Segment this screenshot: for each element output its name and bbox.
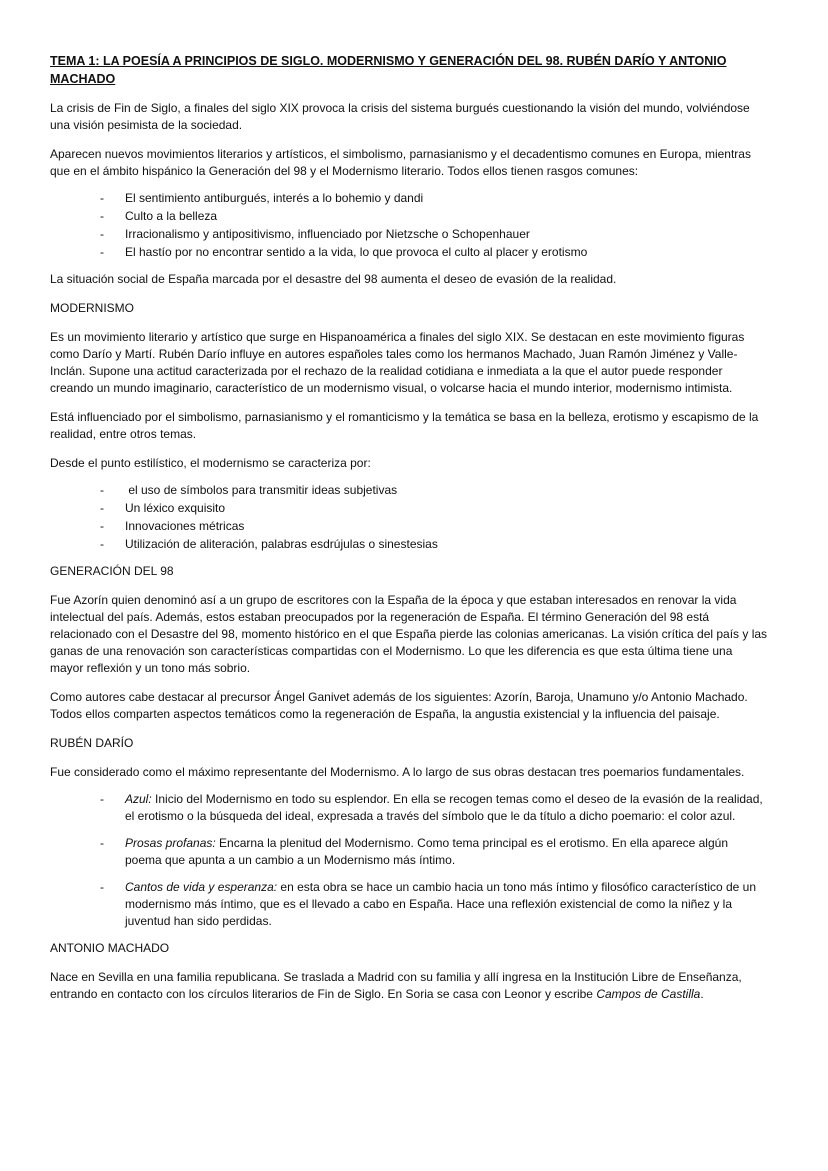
poemarios-list	[50, 791, 768, 930]
work-description: Encarna la plenitud del Modernismo. Como tema principal es el erotismo. En ella aparece algún poema que apunta a un cambio a un Modernismo más íntimo.	[125, 836, 728, 867]
list-item: - El sentimiento antiburgués, interés a lo bohemio y dandi	[100, 191, 424, 205]
list-item: - el uso de símbolos para transmitir ideas subjetivas	[100, 483, 398, 497]
work-title: Campos de Castilla	[596, 987, 701, 1001]
dash-bullet: -	[100, 483, 104, 497]
document-page	[50, 52, 768, 1015]
section-heading-generacion-98: GENERACIÓN DEL 98	[50, 564, 174, 578]
generacion98-paragraph-2: Como autores cabe destacar al precursor Ángel Ganivet además de los siguientes: Azorín, Baroja, Unamuno y/o Antonio Machado. Todos ellos comparten aspectos temáticos como la regeneración de España, la angustia existencial y la influencia del paisaje.	[50, 690, 748, 721]
intro-paragraph-3: La situación social de España marcada por el desastre del 98 aumenta el deseo de evasión de la realidad.	[50, 272, 617, 286]
intro-paragraph-2: Aparecen nuevos movimientos literarios y artísticos, el simbolismo, parnasianismo y el decadentismo comunes en Europa, mientras que en el ámbito hispánico la Generación del 98 y el Modernismo literario. Todos ellos tienen rasgos comunes:	[50, 147, 751, 178]
section-heading-ruben-dario: RUBÉN DARÍO	[50, 736, 134, 750]
work-title: Cantos de vida y esperanza:	[125, 880, 278, 894]
dash-bullet: -	[100, 792, 104, 806]
dash-bullet: -	[100, 227, 104, 241]
antonio-machado-paragraph-1: Nace en Sevilla en una familia republicana. Se traslada a Madrid con su familia y allí ingresa en la Institución Libre de Enseñanza, entrando en contacto con los círculos literarios de Fin de Siglo. En Soria se casa con Leonor y escribe Campos de Castilla.	[50, 970, 742, 1001]
modernismo-paragraph-1: Es un movimiento literario y artístico que surge en Hispanoamérica a finales del siglo XIX. Se destacan en este movimiento figuras como Darío y Martí. Rubén Darío influye en autores españoles tales como los hermanos Machado, Juan Ramón Jiménez y Valle-Inclán. Supone una actitud caracterizada por el rechazo de la realidad cotidiana e inmediata a la que el autor puede responder creando un mundo imaginario, característico de un modernismo visual, o volcarse hacia el mundo interior, modernismo intimista.	[50, 330, 745, 395]
list-item	[50, 835, 768, 869]
list-item: - Innovaciones métricas	[100, 519, 245, 533]
intro-paragraph-1: La crisis de Fin de Siglo, a finales del siglo XIX provoca la crisis del sistema burgués cuestionando la visión del mundo, volviéndose una visión pesimista de la sociedad.	[50, 101, 750, 132]
common-traits-list	[50, 190, 768, 261]
work-title: Prosas profanas:	[125, 836, 216, 850]
dash-bullet: -	[100, 519, 104, 533]
document-title: TEMA 1: LA POESÍA A PRINCIPIOS DE SIGLO. MODERNISMO Y GENERACIÓN DEL 98. RUBÉN DARÍO Y ANTONIO MACHADO	[50, 54, 727, 86]
section-heading-modernismo: MODERNISMO	[50, 301, 134, 315]
work-description: Inicio del Modernismo en todo su esplendor. En ella se recogen temas como el deseo de la evasión de la realidad, el erotismo o la búsqueda del ideal, expresada a través del símbolo que le da título a dicho poemario: el color azul.	[125, 792, 763, 823]
dash-bullet: -	[100, 209, 104, 223]
modernismo-paragraph-3: Desde el punto estilístico, el modernismo se caracteriza por:	[50, 456, 371, 470]
dash-bullet: -	[100, 191, 104, 205]
list-item	[50, 791, 768, 825]
list-item: - El hastío por no encontrar sentido a la vida, lo que provoca el culto al placer y erotismo	[100, 245, 588, 259]
list-item: - Utilización de aliteración, palabras esdrújulas o sinestesias	[100, 537, 438, 551]
list-item: - Irracionalismo y antipositivismo, influenciado por Nietzsche o Schopenhauer	[100, 227, 530, 241]
dash-bullet: -	[100, 245, 104, 259]
list-item	[50, 879, 768, 930]
dash-bullet: -	[100, 836, 104, 850]
dash-bullet: -	[100, 537, 104, 551]
work-description: en esta obra se hace un cambio hacia un tono más íntimo y filosófico característico de un modernismo más íntimo, que es el llevado a cabo en España. Hace una reflexión existencial de como la niñez y la juventud han sido perdidas.	[125, 880, 757, 928]
list-item: - Culto a la belleza	[100, 209, 218, 223]
list-item: - Un léxico exquisito	[100, 501, 226, 515]
section-heading-antonio-machado: ANTONIO MACHADO	[50, 941, 170, 955]
work-title: Azul:	[125, 792, 152, 806]
generacion98-paragraph-1: Fue Azorín quien denominó así a un grupo de escritores con la España de la época y que estaban interesados en renovar la vida intelectual del país. Además, estos estaban preocupados por la regeneración de España. El término Generación del 98 está relacionado con el Desastre del 98, momento histórico en el que España pierde las colonias americanas. La visión crítica del país y las ganas de una renovación son características compartidas con el Modernismo. Lo que les diferencia es que esta última tiene una mayor reflexión y un tono más sobrio.	[50, 593, 768, 675]
modernismo-paragraph-2: Está influenciado por el simbolismo, parnasianismo y el romanticismo y la temática se basa en la belleza, erotismo y escapismo de la realidad, entre otros temas.	[50, 410, 759, 441]
stylistic-features-list	[50, 482, 768, 553]
dash-bullet: -	[100, 501, 104, 515]
ruben-dario-paragraph-1: Fue considerado como el máximo representante del Modernismo. A lo largo de sus obras destacan tres poemarios fundamentales.	[50, 765, 745, 779]
dash-bullet: -	[100, 880, 104, 894]
